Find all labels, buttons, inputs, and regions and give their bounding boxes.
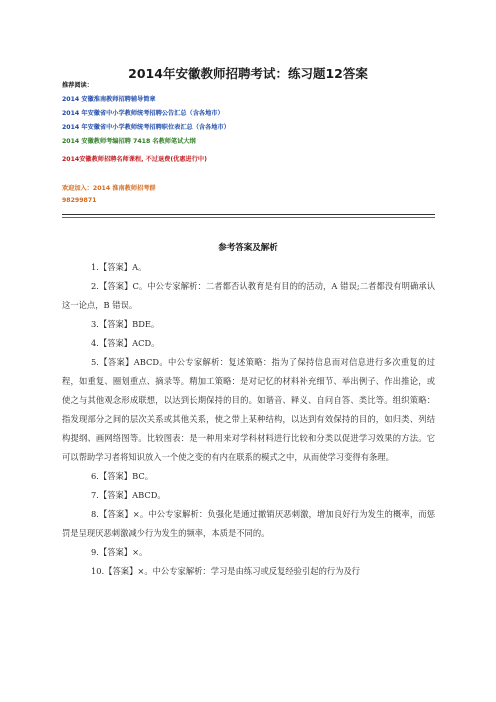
answer-item-10: 10.【答案】×。中公专家解析：学习是由练习或反复经验引起的行为及行 bbox=[91, 566, 361, 576]
page-title: 2014年安徽教师招聘考试：练习题12答案 bbox=[128, 66, 368, 81]
answer-item-2: 2.【答案】C。中公专家解析：二者都否认教育是有目的的活动，A 错误;二者都没有明确承认这一论点，B 错误。 bbox=[62, 281, 435, 310]
recommend-link-2[interactable]: 2014 年安徽省中小学教师统考招聘公告汇总（含各地市） bbox=[62, 110, 224, 117]
answer-item-8: 8.【答案】×。中公专家解析：负强化是通过撤销厌恶刺激，增加良好行为发生的概率，而惩罚是呈现厌恶刺激减少行为发生的频率，本质是不同的。 bbox=[62, 509, 435, 538]
join-group-label[interactable]: 欢迎加入：2014 淮南教师招考群 bbox=[62, 185, 156, 192]
answer-item-4: 4.【答案】ACD。 bbox=[91, 338, 160, 348]
recommend-link-1[interactable]: 2014 安徽淮南教师招聘辅导简章 bbox=[62, 96, 156, 103]
recommend-link-3[interactable]: 2014 年安徽省中小学教师统考招聘职位表汇总（含各地市） bbox=[62, 124, 230, 131]
answers-section-title: 参考答案及解析 bbox=[218, 243, 278, 253]
promo-link[interactable]: 2014安徽教师招聘名师课程, 不过退费(优惠进行中) bbox=[62, 156, 207, 163]
answer-item-3: 3.【答案】BDE。 bbox=[91, 319, 160, 329]
recommend-link-4[interactable]: 2014 安徽教师考编招聘 7418 名教师笔试大纲 bbox=[62, 138, 196, 145]
answer-item-7: 7.【答案】ABCD。 bbox=[91, 490, 166, 500]
divider-line-thin bbox=[62, 217, 435, 218]
answer-item-9: 9.【答案】×。 bbox=[91, 547, 148, 557]
answers-body bbox=[62, 258, 435, 581]
answer-item-6: 6.【答案】BC。 bbox=[91, 471, 154, 481]
recommend-heading: 推荐阅读： bbox=[62, 82, 93, 89]
group-number: 98299871 bbox=[62, 197, 97, 204]
answer-item-1: 1.【答案】A。 bbox=[91, 262, 147, 272]
answer-item-5: 5.【答案】ABCD。中公专家解析：复述策略：指为了保持信息而对信息进行多次重复的过程，如重复、圈划重点、摘录等。精加工策略：是对记忆的材料补充细节、举出例子、作出推论，或使之与其他观念形成联想，以达到长期保持的目的。如谐音、释义、自问自答、类比等。组织策略：指发现部分之间的层次关系或其他关系，使之带上某种结构，以达到有效保持的目的，如归类、列结构提纲、画网络图等。比较图表：是一种用来对学科材料进行比较和分类以促进学习效果的方法。它可以帮助学习者将知识放入一个使之变的有内在联系的模式之中，从而使学习变得有条理。 bbox=[62, 357, 435, 462]
divider-line bbox=[62, 214, 435, 215]
